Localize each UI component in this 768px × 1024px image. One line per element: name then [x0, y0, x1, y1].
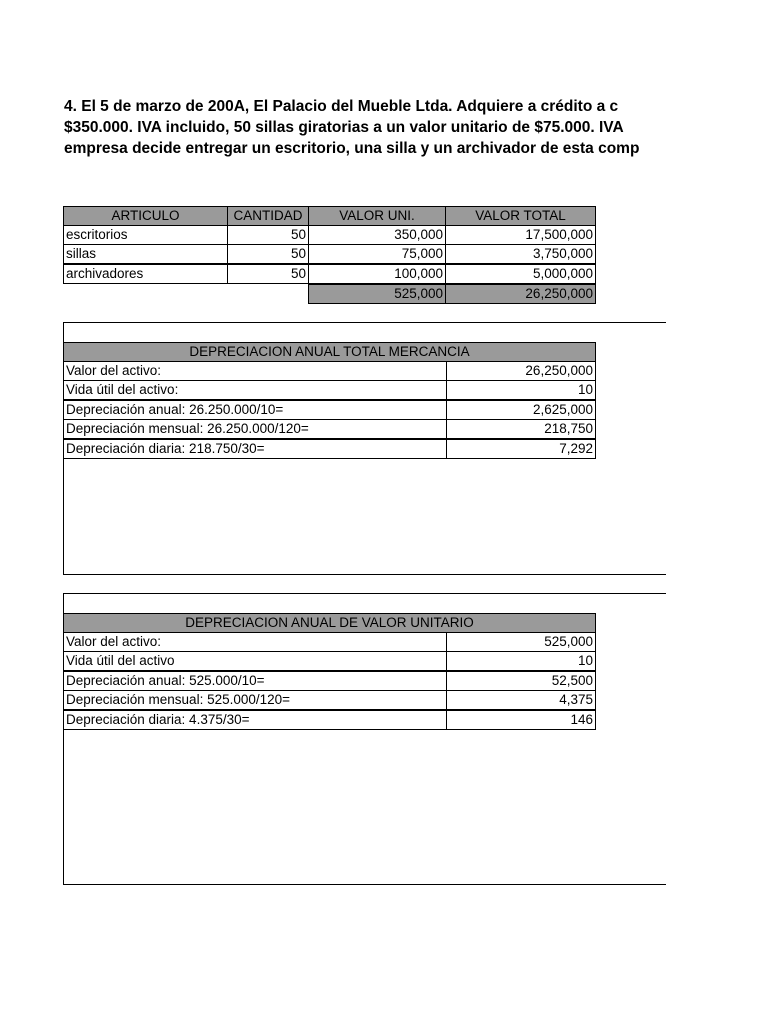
depreciation-value: 4,375: [446, 690, 596, 710]
depreciation-value: 525,000: [446, 632, 596, 652]
depreciation-value: 10: [446, 651, 596, 671]
table-row-articulo: archivadores: [63, 264, 228, 284]
header-valor-total: VALOR TOTAL: [445, 206, 596, 226]
depreciation-label: Vida útil del activo: [63, 651, 447, 671]
problem-line-3: empresa decide entregar un escritorio, una silla y un archivador de esta comp: [64, 140, 640, 157]
frame-bottom-line: [63, 884, 666, 885]
table-row-valor-uni: 75,000: [308, 244, 446, 264]
total-valor-total: 26,250,000: [445, 284, 596, 304]
depreciation-label: Valor del activo:: [63, 361, 447, 381]
table-row-cantidad: 50: [227, 225, 309, 245]
depreciation-value: 52,500: [446, 671, 596, 691]
table-row-valor-total: 5,000,000: [445, 264, 596, 284]
table-row-valor-uni: 100,000: [308, 264, 446, 284]
depreciation-label: Depreciación diaria: 4.375/30=: [63, 710, 447, 730]
header-valor-uni: VALOR UNI.: [308, 206, 446, 226]
depreciation-value: 218,750: [446, 419, 596, 439]
total-valor-uni: 525,000: [308, 284, 446, 304]
frame-top-line: [63, 322, 666, 323]
depreciation-value: 146: [446, 710, 596, 730]
depreciation-value: 2,625,000: [446, 400, 596, 420]
table-row-valor-total: 3,750,000: [445, 244, 596, 264]
depreciation-value: 7,292: [446, 439, 596, 459]
frame-bottom-line: [63, 574, 666, 575]
depreciation-label: Depreciación diaria: 218.750/30=: [63, 439, 447, 459]
depreciation-value: 26,250,000: [446, 361, 596, 381]
problem-line-1: 4. El 5 de marzo de 200A, El Palacio del Mueble Ltda. Adquiere a crédito a c: [64, 98, 619, 115]
depreciation-total-title: DEPRECIACION ANUAL TOTAL MERCANCIA: [63, 342, 596, 362]
table-row-cantidad: 50: [227, 264, 309, 284]
problem-line-2: $350.000. IVA incluido, 50 sillas giratorias a un valor unitario de $75.000. IVA: [64, 119, 624, 136]
depreciation-label: Depreciación mensual: 525.000/120=: [63, 690, 447, 710]
depreciation-label: Vida útil del activo:: [63, 380, 447, 400]
depreciation-value: 10: [446, 380, 596, 400]
table-row-articulo: escritorios: [63, 225, 228, 245]
header-articulo: ARTICULO: [63, 206, 228, 226]
problem-statement: [64, 96, 666, 159]
header-cantidad: CANTIDAD: [227, 206, 309, 226]
table-row-valor-total: 17,500,000: [445, 225, 596, 245]
depreciation-label: Depreciación anual: 525.000/10=: [63, 671, 447, 691]
table-row-valor-uni: 350,000: [308, 225, 446, 245]
table-row-cantidad: 50: [227, 244, 309, 264]
table-row-articulo: sillas: [63, 244, 228, 264]
depreciation-unit-title: DEPRECIACION ANUAL DE VALOR UNITARIO: [63, 613, 596, 633]
frame-top-line: [63, 593, 666, 594]
depreciation-label: Depreciación mensual: 26.250.000/120=: [63, 419, 447, 439]
depreciation-label: Valor del activo:: [63, 632, 447, 652]
depreciation-label: Depreciación anual: 26.250.000/10=: [63, 400, 447, 420]
